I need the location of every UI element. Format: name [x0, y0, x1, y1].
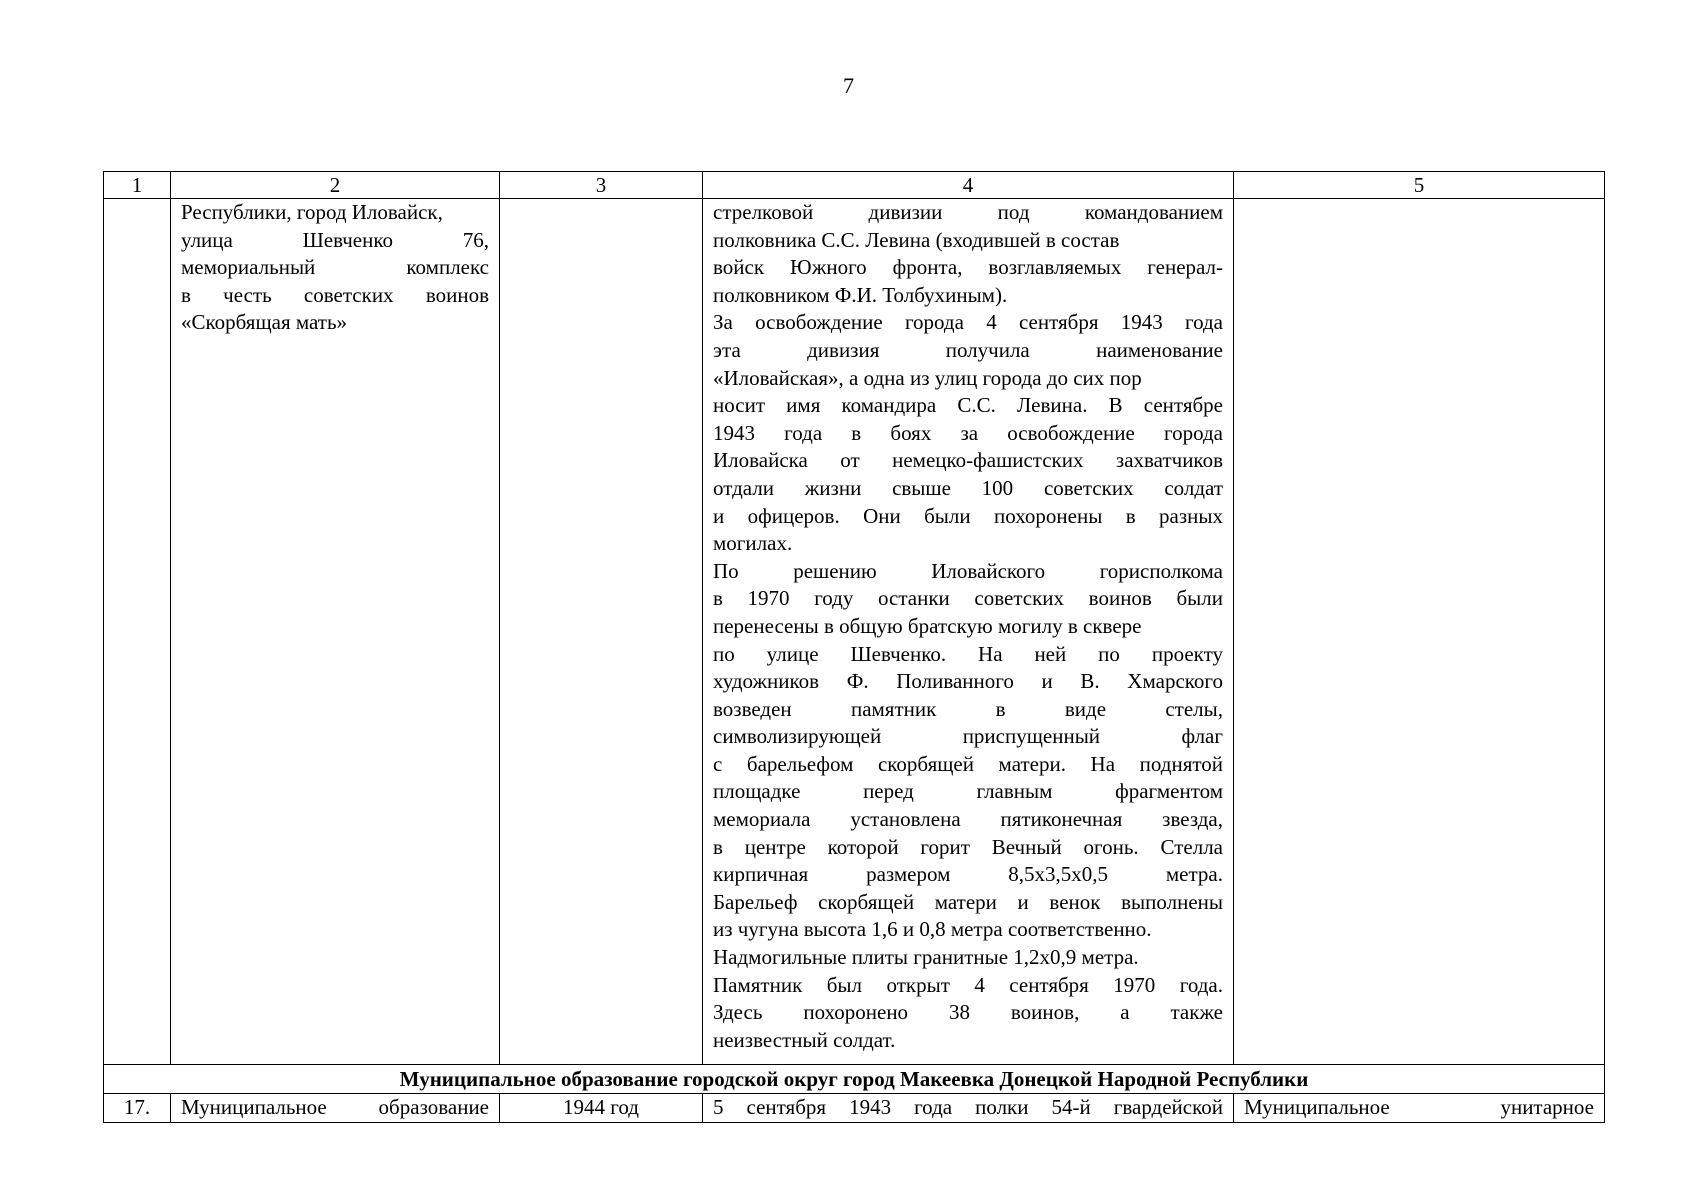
text-line: стрелковой дивизии под командованием: [713, 200, 1223, 224]
text-line: в честь советских воинов: [181, 282, 489, 307]
text-line: полковника С.С. Левина (входившей в состав: [713, 227, 1120, 252]
header-cell-5: 5: [1234, 172, 1605, 199]
section-row: [104, 1065, 1605, 1094]
text-line: кирпичная размером 8,5х3,5х0,5 метра.: [713, 862, 1223, 887]
text-line: возведен памятник в виде стелы,: [713, 696, 1223, 721]
owner-cell: Муниципальное унитарное: [1234, 1094, 1605, 1123]
text-line: и офицеров. Они были похоронены в разных: [713, 503, 1223, 528]
text-line: в центре которой горит Вечный огонь. Стелла: [713, 834, 1223, 859]
page-number: 7: [843, 73, 854, 98]
text-line: в 1970 году останки советских воинов были: [713, 586, 1223, 611]
text-line: Республики, город Иловайск,: [181, 200, 443, 224]
date-cell: 1944 год: [500, 1094, 703, 1123]
description-cell: [703, 199, 1234, 1065]
text-line: мемориальный комплекс: [181, 255, 489, 280]
text-line: перенесены в общую братскую могилу в сквере: [713, 613, 1142, 638]
text-line: эта дивизия получила наименование: [713, 337, 1223, 362]
text-line: войск Южного фронта, возглавляемых генерал-: [713, 255, 1223, 280]
section-title: Муниципальное образование городской округ город Макеевка Донецкой Народной Республики: [104, 1065, 1605, 1094]
text-line: по улице Шевченко. На ней по проекту: [713, 641, 1223, 666]
text-line: отдали жизни свыше 100 советских солдат: [713, 475, 1223, 500]
location-cell: Муниципальное образование: [171, 1094, 500, 1123]
header-cell-1: 1: [104, 172, 171, 199]
row-number-cell: [104, 199, 171, 1065]
text-line: 1943 года в боях за освобождение города: [713, 420, 1223, 445]
text-line: улица Шевченко 76,: [181, 227, 489, 252]
text-line: неизвестный солдат.: [713, 1027, 896, 1052]
text-line: с барельефом скорбящей матери. На поднятой: [713, 751, 1223, 776]
date-cell: [500, 199, 703, 1065]
description-cell: 5 сентября 1943 года полки 54-й гвардейской: [703, 1094, 1234, 1123]
header-cell-4: 4: [703, 172, 1234, 199]
memorial-table: [103, 171, 1605, 1123]
location-cell: [171, 199, 500, 1065]
text-line: полковником Ф.И. Толбухиным).: [713, 282, 1008, 307]
text-line: из чугуна высота 1,6 и 0,8 метра соответственно.: [713, 917, 1152, 942]
text-line: «Скорбящая мать»: [181, 310, 348, 335]
header-row: [104, 172, 1605, 199]
text-line: мемориала установлена пятиконечная звезда,: [713, 807, 1223, 832]
row-number-cell: 17.: [104, 1094, 171, 1123]
text-line: Здесь похоронено 38 воинов, а также: [713, 1000, 1223, 1025]
text-line: символизирующей приспущенный флаг: [713, 724, 1223, 749]
text-line: «Иловайская», а одна из улиц города до сих пор: [713, 365, 1142, 390]
table-row: [104, 1094, 1605, 1123]
text-line: За освобождение города 4 сентября 1943 года: [713, 310, 1223, 335]
table-row: [104, 199, 1605, 1065]
text-line: носит имя командира С.С. Левина. В сентябре: [713, 393, 1223, 418]
header-cell-3: 3: [500, 172, 703, 199]
owner-cell: [1234, 199, 1605, 1065]
text-line: художников Ф. Поливанного и В. Хмарского: [713, 669, 1223, 694]
text-line: площадке перед главным фрагментом: [713, 779, 1223, 804]
text-line: могилах.: [713, 531, 793, 556]
text-line: Барельеф скорбящей матери и венок выполнены: [713, 889, 1223, 914]
text-line: Надмогильные плиты гранитные 1,2х0,9 метра.: [713, 945, 1139, 970]
header-cell-2: 2: [171, 172, 500, 199]
text-line: По решению Иловайского горисполкома: [713, 558, 1223, 583]
text-line: Иловайска от немецко-фашистских захватчиков: [713, 448, 1223, 473]
text-line: Памятник был открыт 4 сентября 1970 года.: [713, 972, 1223, 997]
